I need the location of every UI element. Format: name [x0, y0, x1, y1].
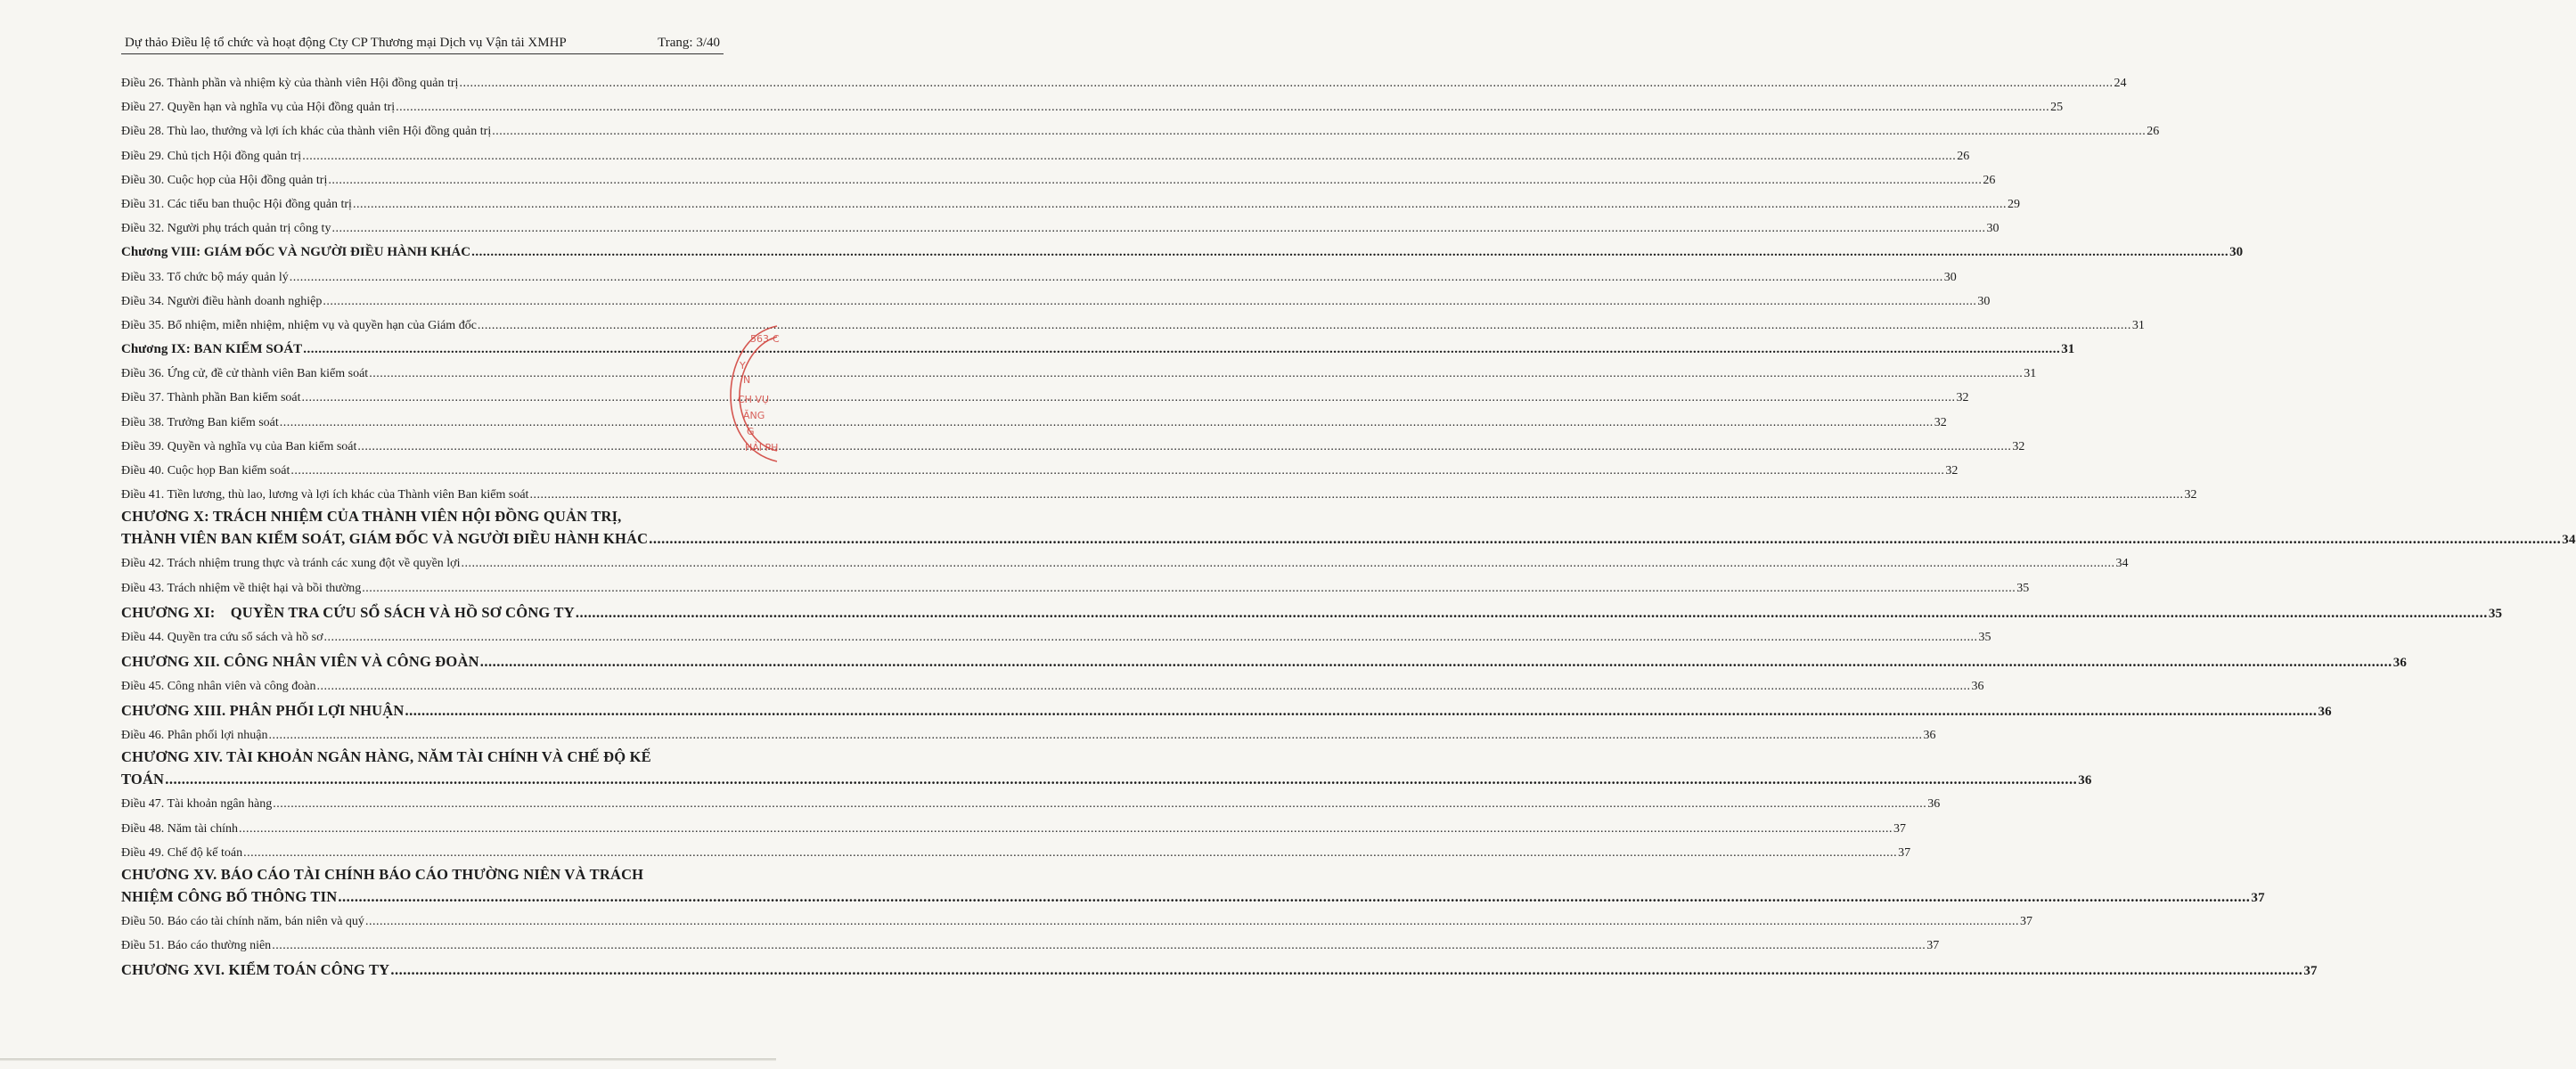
- toc-page-number: 35: [2016, 581, 2030, 595]
- toc-article-title: Điều 28. Thù lao, thưởng và lợi ích khác của thành viên Hội đồng quản trị: [121, 125, 492, 139]
- dot-leader: [328, 168, 1982, 192]
- dot-leader: [576, 600, 2488, 625]
- toc-article-entry[interactable]: [121, 817, 1907, 841]
- toc-article-title: Điều 38. Trưởng Ban kiểm soát: [121, 415, 279, 429]
- toc-page-number: 36: [1971, 679, 1984, 693]
- toc-article-entry[interactable]: [121, 576, 2030, 600]
- toc-chapter-title: THÀNH VIÊN BAN KIỂM SOÁT, GIÁM ĐỐC VÀ NGƯỜI ĐIỀU HÀNH KHÁC: [121, 530, 649, 548]
- toc-article-entry[interactable]: [121, 95, 2064, 119]
- toc-article-title: Điều 29. Chủ tịch Hội đồng quản trị: [121, 149, 302, 163]
- toc-article-title: Điều 40. Cuộc họp Ban kiểm soát: [121, 464, 290, 477]
- toc-page-number: 37: [2019, 914, 2032, 928]
- toc-chapter-entry[interactable]: [121, 241, 2244, 265]
- toc-chapter-entry[interactable]: [121, 885, 2265, 910]
- toc-article-title: Điều 43. Trách nhiệm về thiệt hại và bồi thường: [121, 581, 362, 595]
- dot-leader: [357, 435, 2011, 459]
- toc-page-number: 32: [2184, 488, 2197, 502]
- dot-leader: [461, 551, 2114, 575]
- toc-page-number: 32: [1945, 464, 1959, 477]
- dot-leader: [459, 71, 2113, 95]
- toc-article-entry[interactable]: [121, 674, 1984, 698]
- company-seal: [725, 324, 780, 463]
- dot-leader: [331, 216, 1985, 241]
- toc-article-entry[interactable]: [121, 723, 1936, 747]
- toc-article-entry[interactable]: [121, 71, 2127, 95]
- toc-article-entry[interactable]: [121, 792, 1941, 816]
- toc-page-number: 34: [2115, 557, 2129, 571]
- dot-leader: [353, 192, 2007, 216]
- toc-article-title: Điều 30. Cuộc họp của Hội đồng quản trị: [121, 173, 328, 187]
- toc-chapter-title: Chương VIII: GIÁM ĐỐC VÀ NGƯỜI ĐIỀU HÀNH KHÁC: [121, 245, 471, 260]
- toc-article-title: Điều 49. Chế độ kế toán: [121, 845, 243, 860]
- toc-article-title: Điều 42. Trách nhiệm trung thực và tránh các xung đột về quyền lợi: [121, 557, 461, 571]
- toc-article-title: Điều 41. Tiền lương, thù lao, lương và lợi ích khác của Thành viên Ban kiểm soát: [121, 488, 529, 502]
- toc-chapter-title: CHƯƠNG XII. CÔNG NHÂN VIÊN VÀ CÔNG ĐOÀN: [121, 652, 479, 670]
- dot-leader: [480, 649, 2392, 674]
- toc-article-entry[interactable]: [121, 934, 1940, 958]
- dot-leader: [280, 411, 1934, 435]
- toc-article-title: Điều 33. Tổ chức bộ máy quản lý: [121, 270, 289, 284]
- toc-article-title: Điều 37. Thành phần Ban kiểm soát: [121, 391, 301, 405]
- toc-article-title: Điều 36. Ứng cử, đề cử thành viên Ban kiểm soát: [121, 367, 369, 381]
- toc-article-entry[interactable]: [121, 483, 2197, 507]
- toc-chapter-title: TOÁN: [121, 771, 165, 788]
- toc-page-number: 30: [1943, 270, 1957, 284]
- toc-page-number: 36: [2078, 773, 2092, 788]
- toc-article-title: Điều 27. Quyền hạn và nghĩa vụ của Hội đồng quản trị: [121, 101, 396, 115]
- toc-article-title: Điều 39. Quyền và nghĩa vụ của Ban kiểm soát: [121, 439, 357, 453]
- toc-page-number: 31: [2024, 367, 2037, 381]
- toc-article-entry[interactable]: [121, 625, 1991, 649]
- dot-leader: [272, 934, 1926, 958]
- dot-leader: [338, 885, 2250, 910]
- toc-chapter-heading-line1: [121, 747, 724, 767]
- toc-article-entry[interactable]: [121, 459, 1959, 483]
- toc-page-number: 37: [1893, 821, 1907, 836]
- dot-leader: [243, 841, 1897, 865]
- toc-article-entry[interactable]: [121, 841, 1911, 865]
- toc-article-title: Điều 45. Công nhân viên và công đoàn: [121, 679, 316, 693]
- stamp-text: ĂNG: [743, 410, 765, 421]
- toc-article-title: Điều 48. Năm tài chính: [121, 821, 239, 836]
- toc-chapter-entry[interactable]: [121, 649, 2408, 674]
- toc-chapter-entry[interactable]: [121, 767, 2092, 792]
- dot-leader: [303, 338, 2060, 362]
- dot-leader: [317, 674, 1971, 698]
- toc-article-title: Điều 50. Báo cáo tài chính năm, bán niên và quý: [121, 914, 364, 928]
- dot-leader: [649, 526, 2561, 551]
- dot-leader: [369, 362, 2023, 386]
- toc-article-entry[interactable]: [121, 290, 1991, 314]
- toc-chapter-entry[interactable]: [121, 526, 2576, 551]
- toc-chapter-entry[interactable]: [121, 600, 2503, 625]
- dot-leader: [362, 576, 2016, 600]
- toc-chapter-title: CHƯƠNG XI: QUYỀN TRA CỨU SỔ SÁCH VÀ HỒ SƠ CÔNG TY: [121, 603, 575, 621]
- toc-page-number: 32: [1956, 391, 1969, 405]
- dot-leader: [324, 625, 1978, 649]
- toc-article-title: Điều 26. Thành phần và nhiệm kỳ của thành viên Hội đồng quản trị: [121, 77, 459, 90]
- toc-article-entry[interactable]: [121, 551, 2129, 575]
- toc-page-number: 36: [2392, 655, 2408, 670]
- scan-edge: [0, 1058, 776, 1061]
- toc-chapter-title: CHƯƠNG X: TRÁCH NHIỆM CỦA THÀNH VIÊN HỘI ĐỒNG QUẢN TRỊ,: [121, 508, 622, 526]
- toc-article-title: Điều 47. Tài khoản ngân hàng: [121, 797, 273, 812]
- dot-leader: [396, 95, 2049, 119]
- dot-leader: [302, 144, 1956, 168]
- toc-chapter-heading-line1: [121, 865, 724, 885]
- toc-page-number: 32: [1934, 415, 1947, 429]
- toc-chapter-title: CHƯƠNG XIV. TÀI KHOẢN NGÂN HÀNG, NĂM TÀI CHÍNH VÀ CHẾ ĐỘ KẾ: [121, 748, 651, 766]
- toc-article-entry[interactable]: [121, 314, 2145, 338]
- toc-page-number: 36: [1923, 729, 1936, 743]
- dot-leader: [405, 698, 2317, 723]
- toc-article-entry[interactable]: [121, 168, 1996, 192]
- toc-chapter-title: CHƯƠNG XIII. PHÂN PHỐI LỢI NHUẬN: [121, 702, 405, 720]
- toc-chapter-title: CHƯƠNG XVI. KIỂM TOÁN CÔNG TY: [121, 961, 390, 979]
- header-rule: [121, 53, 724, 54]
- dot-leader: [365, 910, 2019, 934]
- toc-article-title: Điều 51. Báo cáo thường niên: [121, 939, 272, 953]
- toc-page-number: 29: [2007, 197, 2020, 211]
- toc-page-number: 30: [2229, 245, 2244, 260]
- dot-leader: [273, 792, 1926, 816]
- toc-page-number: 35: [2488, 606, 2503, 621]
- toc-page-number: 26: [1957, 149, 1970, 163]
- toc-article-entry[interactable]: [121, 144, 1970, 168]
- toc-article-title: Điều 35. Bổ nhiệm, miễn nhiệm, nhiệm vụ và quyền hạn của Giám đốc: [121, 318, 477, 332]
- toc-chapter-title: Chương IX: BAN KIỂM SOÁT: [121, 342, 303, 357]
- toc-page-number: 26: [2147, 125, 2160, 139]
- page-number: Trang: 3/40: [658, 36, 720, 50]
- toc-page-number: 37: [2251, 890, 2265, 905]
- toc-page-number: 32: [2012, 439, 2025, 453]
- toc-article-entry[interactable]: [121, 910, 2032, 934]
- dot-leader: [269, 723, 1923, 747]
- toc-page-number: 26: [1983, 173, 1996, 187]
- dot-leader: [290, 459, 1944, 483]
- toc-page-number: 37: [1926, 939, 1940, 953]
- toc-page-number: 36: [2318, 705, 2332, 720]
- toc-article-entry[interactable]: [121, 192, 2020, 216]
- dot-leader: [239, 817, 1893, 841]
- toc-chapter-entry[interactable]: [121, 698, 2332, 723]
- stamp-text: HẢI PH: [745, 442, 779, 453]
- toc-article-title: Điều 46. Phân phối lợi nhuận: [121, 729, 268, 743]
- toc-page-number: 31: [2131, 318, 2145, 332]
- toc-page-number: 24: [2114, 77, 2127, 90]
- toc-page-number: 35: [1978, 630, 1991, 644]
- toc-article-title: Điều 44. Quyền tra cứu sổ sách và hồ sơ: [121, 630, 323, 644]
- dot-leader: [529, 483, 2183, 507]
- toc-chapter-entry[interactable]: [121, 958, 2318, 983]
- toc-article-entry[interactable]: [121, 362, 2037, 386]
- dot-leader: [165, 767, 2077, 792]
- toc-page-number: 30: [1986, 222, 1999, 236]
- stamp-text: 563-C: [750, 333, 780, 345]
- toc-page-number: 34: [2562, 533, 2576, 548]
- toc-article-entry[interactable]: [121, 119, 2160, 143]
- toc-article-title: Điều 34. Người điều hành doanh nghiệp: [121, 294, 323, 308]
- stamp-text: CH VỤ: [738, 394, 770, 405]
- dot-leader: [390, 958, 2302, 983]
- dot-leader: [323, 290, 1976, 314]
- page-header: [125, 34, 720, 52]
- toc-article-entry[interactable]: [121, 216, 1999, 241]
- toc-page-number: 30: [1977, 294, 1991, 308]
- dot-leader: [492, 119, 2146, 143]
- dot-leader: [471, 241, 2228, 265]
- toc-chapter-title: NHIỆM CÔNG BỐ THÔNG TIN: [121, 887, 338, 905]
- toc-article-entry[interactable]: [121, 265, 1957, 290]
- stamp-text: Y: [740, 360, 746, 371]
- dot-leader: [290, 265, 1943, 290]
- toc-page-number: 25: [2050, 101, 2064, 115]
- dot-leader: [302, 386, 1956, 410]
- stamp-text: G: [747, 426, 755, 437]
- stamp-text: N: [743, 374, 751, 386]
- toc-chapter-heading-line1: [121, 507, 724, 526]
- toc-article-title: Điều 31. Các tiểu ban thuộc Hội đồng quản trị: [121, 197, 352, 211]
- toc-page-number: 31: [2061, 342, 2075, 357]
- toc-article-title: Điều 32. Người phụ trách quản trị công ty: [121, 222, 331, 236]
- toc-page-number: 36: [1927, 797, 1941, 812]
- toc-page-number: 37: [2303, 964, 2318, 979]
- toc-chapter-title: CHƯƠNG XV. BÁO CÁO TÀI CHÍNH BÁO CÁO THƯỜNG NIÊN VÀ TRÁCH: [121, 865, 644, 883]
- toc-page-number: 37: [1898, 845, 1911, 860]
- document-title: Dự thảo Điều lệ tổ chức và hoạt động Cty CP Thương mại Dịch vụ Vận tải XMHP: [125, 36, 567, 50]
